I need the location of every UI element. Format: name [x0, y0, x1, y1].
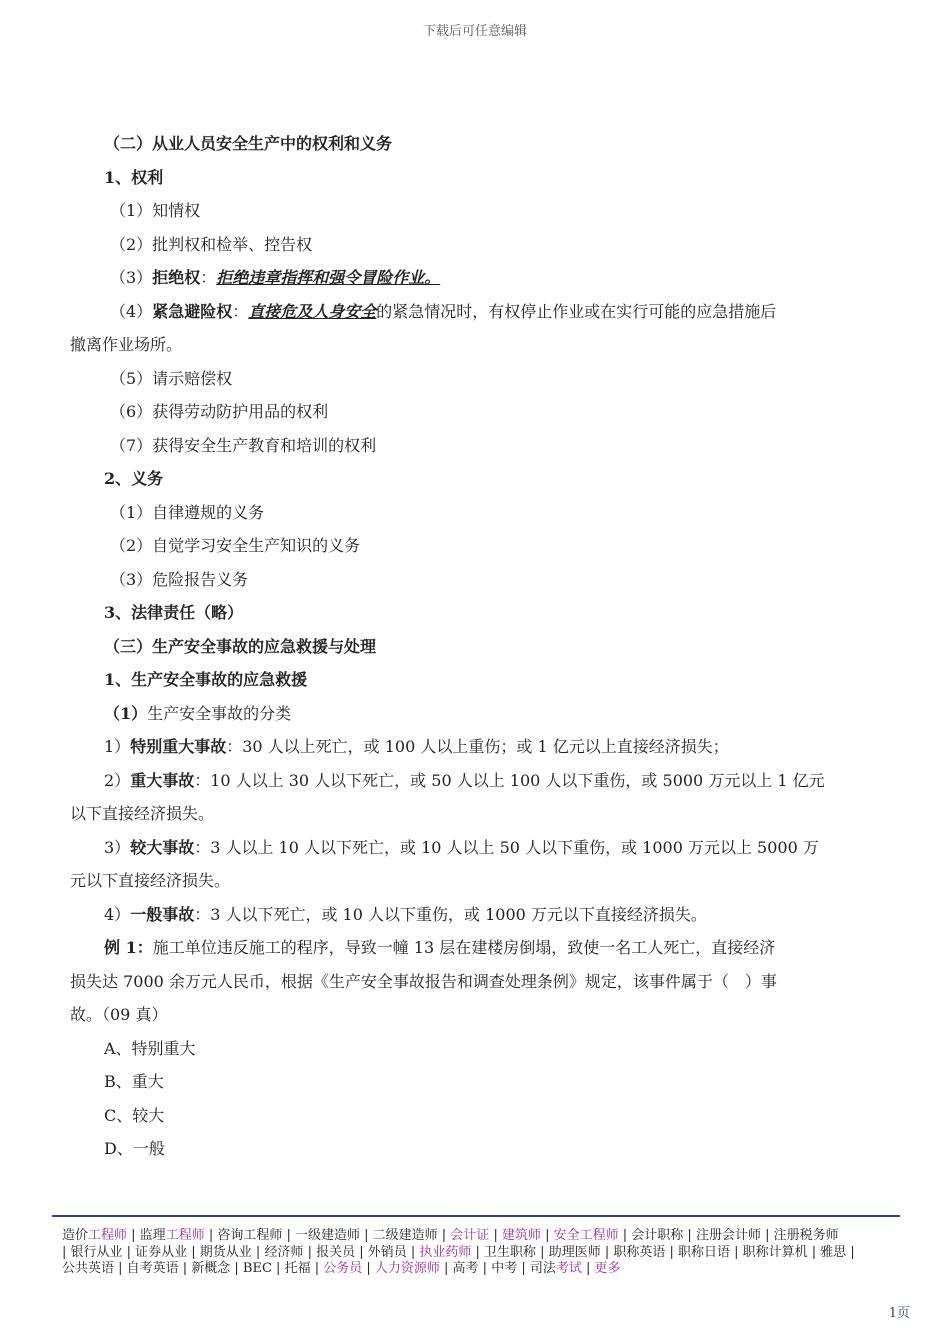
footer-link[interactable]: | 会计职称 | 注册会计师 | 注册税务师 [618, 1228, 839, 1243]
footer-link[interactable]: 安全工程师 [553, 1228, 619, 1243]
text-line: （2）自觉学习安全生产知识的义务 [110, 536, 361, 555]
text-line: （2）批判权和检举、控告权 [110, 234, 313, 254]
footer-link[interactable]: 考试 [555, 1261, 582, 1276]
footer-row: 造价工程师 | 监理工程师 | 咨询工程师 | 一级建造师 | 二级建造师 | 会计证 | 建筑师 | 安全工程师 | 会计职称 | 注册会计师 | 注册税务师 [62, 1228, 839, 1243]
subheading-rescue: 1、生产安全事故的应急救援 [104, 670, 308, 689]
answer-option: C、较大 [104, 1105, 165, 1125]
footer-link[interactable]: | 银行从业 | 证券从业 | 期货从业 | 经济师 | 报关员 | 外销员 | [62, 1244, 420, 1260]
footer-link[interactable]: 会计证 [450, 1228, 490, 1243]
text-line: （7）获得安全生产教育和培训的权利 [110, 435, 377, 455]
text-line: 4）一般事故：3 人以下死亡，或 10 人以下重伤，或 1000 万元以下直接经济损失。 [104, 904, 707, 924]
footer-link[interactable]: 工程师 [165, 1228, 205, 1243]
footer-link[interactable]: | 监理 [127, 1228, 166, 1243]
footer-link[interactable]: 工程师 [88, 1228, 128, 1243]
answer-option: B、重大 [104, 1072, 164, 1091]
text-line: 故。（09 真） [70, 1005, 168, 1024]
text-line: 撤离作业场所。 [70, 335, 183, 354]
footer-divider [52, 1215, 900, 1217]
answer-option: A、特别重大 [104, 1038, 196, 1058]
footer-link-more[interactable]: 更多 [594, 1261, 621, 1276]
footer-link[interactable]: 执业药师 [419, 1244, 472, 1260]
footer-link[interactable]: | 高考 | 中考 | 司法 [439, 1261, 556, 1276]
section-heading: （三）生产安全事故的应急救援与处理 [104, 636, 377, 656]
document-body [70, 127, 838, 1166]
text-line: 元以下直接经济损失。 [70, 871, 231, 890]
footer-link[interactable]: 公共英语 | 自考英语 | 新概念 | BEC | 托福 | [62, 1261, 324, 1276]
footer-link[interactable]: 人力资源师 [374, 1261, 440, 1276]
text-line: 2）重大事故：10 人以上 30 人以下死亡，或 50 人以上 100 人以下重伤，或 5000 万元以上 1 亿元 [104, 770, 825, 790]
subheading-liability: 3、法律责任（略） [104, 603, 244, 622]
page-header: 下载后可任意编辑 [422, 24, 527, 39]
page-number: 1页 [888, 1306, 910, 1321]
footer-links [62, 1228, 892, 1278]
text-line: （3）危险报告义务 [110, 569, 249, 589]
footer-link[interactable]: 建筑师 [501, 1228, 541, 1243]
subheading-rights: 1、权利 [104, 167, 164, 187]
text-line: （5）请示赔偿权 [110, 368, 233, 388]
footer-row: 公共英语 | 自考英语 | 新概念 | BEC | 托福 | 公务员 | 人力资源师 | 高考 | 中考 | 司法考试 | 更多 [62, 1261, 621, 1276]
footer-link[interactable]: 公务员 [323, 1261, 363, 1276]
example-question: 例 1：施工单位违反施工的程序，导致一幢 13 层在建楼房倒塌，致使一名工人死亡，直接经济 [104, 938, 776, 957]
footer-link[interactable]: | 咨询工程师 | 一级建造师 | 二级建造师 | [204, 1228, 451, 1243]
section-heading: （二）从业人员安全生产中的权利和义务 [104, 134, 393, 153]
text-line: （1）自律遵规的义务 [110, 502, 265, 522]
text-line: 损失达 7000 余万元人民币，根据《生产安全事故报告和调查处理条例》规定，该事件属于（ ）事 [70, 971, 777, 991]
subheading-duties: 2、义务 [104, 469, 164, 488]
text-line: （1）知情权 [110, 201, 201, 220]
footer-link[interactable]: | 卫生职称 | 助理医师 | 职称英语 | 职称日语 | 职称计算机 | 雅思 | [471, 1244, 855, 1260]
text-line: （3）拒绝权：拒绝违章指挥和强令冒险作业。 [110, 268, 441, 287]
text-line: （1）生产安全事故的分类 [104, 703, 292, 723]
text-line: 1）特别重大事故：30 人以上死亡，或 100 人以上重伤；或 1 亿元以上直接经济损失； [104, 737, 729, 756]
footer-row [62, 1245, 892, 1262]
answer-option: D、一般 [104, 1139, 165, 1158]
footer-link[interactable]: 造价 [62, 1228, 89, 1243]
text-line: 3）较大事故：3 人以上 10 人以下死亡，或 10 人以上 50 人以下重伤，或 1000 万元以上 5000 万 [104, 837, 819, 857]
text-line: （4）紧急避险权：直接危及人身安全的紧急情况时，有权停止作业或在实行可能的应急措施后 [110, 301, 777, 321]
text-line: 以下直接经济损失。 [70, 804, 215, 823]
text-line: （6）获得劳动防护用品的权利 [110, 402, 329, 421]
